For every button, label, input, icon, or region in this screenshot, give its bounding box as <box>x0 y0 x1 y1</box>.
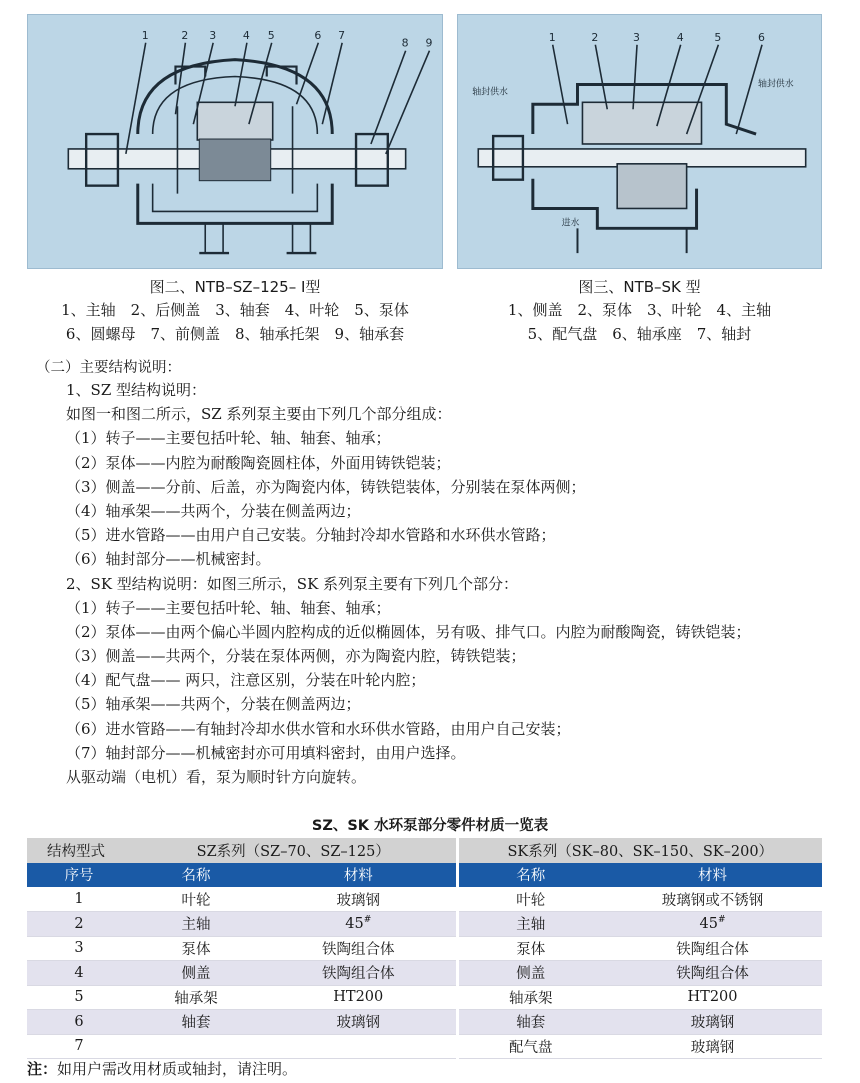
body-line: （6）轴封部分——机械密封。 <box>66 550 271 569</box>
note-label: 注： <box>27 1060 58 1078</box>
table-header-columns <box>27 863 822 888</box>
figure-2-drawing <box>27 14 443 269</box>
cell-sz-name <box>131 1034 261 1059</box>
legend-line: 6、圆螺母 7、前侧盖 8、轴承托架 9、轴承套 <box>65 325 405 343</box>
col-sk-name: 名称 <box>457 863 603 888</box>
cell-sk-name: 叶轮 <box>457 887 603 912</box>
table-row <box>27 887 822 912</box>
col-sz-material: 材料 <box>261 863 457 888</box>
table-row <box>27 912 822 937</box>
col-sk-material: 材料 <box>603 863 822 888</box>
fig3-annotation-bottom: 进水 <box>561 218 580 229</box>
cell-sk-material <box>603 936 822 961</box>
material-superscript: # <box>363 915 372 926</box>
cell-no: 5 <box>27 985 131 1010</box>
cell-sk-material <box>603 887 822 912</box>
fig3-annotation-right: 轴封供水 <box>758 79 794 90</box>
material-text: 铁陶组合体 <box>322 941 395 958</box>
cell-sk-material <box>603 1034 822 1059</box>
material-text: 45 <box>345 916 364 933</box>
material-text: HT200 <box>687 989 738 1006</box>
body-line: （6）进水管路——有轴封冷却水供水管和水环供水管路，由用户自己安装； <box>66 719 571 738</box>
footnote <box>27 1058 297 1079</box>
sk-pump-cross-section <box>458 15 821 268</box>
sz-series-header: SZ系列（SZ–70、SZ–125） <box>131 838 457 863</box>
legend-line: 5、配气盘 6、轴承座 7、轴封 <box>527 325 752 343</box>
sz-pump-cross-section <box>28 15 442 268</box>
fig3-label-4: 4 <box>676 30 684 44</box>
cell-no: 4 <box>27 961 131 986</box>
cell-sk-material <box>603 1010 822 1035</box>
table-title: SZ、SK 水环泵部分零件材质一览表 <box>311 818 549 834</box>
material-text: 铁陶组合体 <box>322 966 395 983</box>
table-row <box>27 1010 822 1035</box>
structure-description <box>36 378 836 789</box>
fig3-label-3: 3 <box>633 30 641 44</box>
col-no: 序号 <box>27 863 131 888</box>
material-text: 玻璃钢 <box>336 892 380 909</box>
material-text: HT200 <box>333 989 384 1006</box>
cell-no: 3 <box>27 936 131 961</box>
fig3-label-1: 1 <box>548 30 556 44</box>
body-line: （3）侧盖——共两个，分装在泵体两侧，亦为陶瓷内腔，铸铁铠装； <box>66 647 526 666</box>
body-line: （4）配气盘—— 两只，注意区别，分装在叶轮内腔； <box>66 671 426 690</box>
fig2-label-9: 9 <box>425 36 433 50</box>
fig3-label-5: 5 <box>714 30 722 44</box>
fig2-label-3: 3 <box>209 28 217 42</box>
cell-sk-name: 主轴 <box>457 912 603 937</box>
figure-3-drawing <box>457 14 822 269</box>
fig2-label-2: 2 <box>181 28 189 42</box>
material-superscript: # <box>717 915 726 926</box>
cell-sk-name: 轴承架 <box>457 985 603 1010</box>
cell-no: 6 <box>27 1010 131 1035</box>
fig2-label-4: 4 <box>242 28 250 42</box>
fig3-label-2: 2 <box>591 30 599 44</box>
cell-sk-name: 配气盘 <box>457 1034 603 1059</box>
table-header-series <box>27 838 822 863</box>
table-row <box>27 1034 822 1059</box>
table-row <box>27 985 822 1010</box>
cell-sz-name: 主轴 <box>131 912 261 937</box>
body-line: （1）转子——主要包括叶轮、轴、轴套、轴承； <box>66 429 391 448</box>
materials-table <box>27 838 822 1059</box>
fig2-label-7: 7 <box>338 28 346 42</box>
cell-sk-material <box>603 985 822 1010</box>
cell-sk-name: 侧盖 <box>457 961 603 986</box>
material-text: 45 <box>699 916 718 933</box>
cell-sz-material <box>261 936 457 961</box>
note-text: 如用户需改用材质或轴封，请注明。 <box>57 1060 298 1078</box>
cell-no: 1 <box>27 887 131 912</box>
body-line: 2、SK 型结构说明：如图三所示，SK 系列泵主要有下列几个部分： <box>66 574 519 593</box>
cell-sz-material <box>261 1010 457 1035</box>
material-text: 玻璃钢 <box>336 1015 380 1032</box>
material-text: 玻璃钢 <box>690 1015 735 1032</box>
figure-2-caption: 图二、NTB–SZ–125– Ⅰ型 <box>149 278 321 296</box>
material-text: 铁陶组合体 <box>676 966 749 983</box>
cell-sz-material <box>261 912 457 937</box>
legend-line: 1、侧盖 2、泵体 3、叶轮 4、主轴 <box>507 301 772 319</box>
fig2-label-5: 5 <box>267 28 275 42</box>
cell-sz-material <box>261 1034 457 1059</box>
cell-sk-material <box>603 912 822 937</box>
body-line: （1）转子——主要包括叶轮、轴、轴套、轴承； <box>66 598 391 617</box>
body-line: 1、SZ 型结构说明： <box>66 381 207 399</box>
fig2-label-6: 6 <box>314 28 322 42</box>
cell-sz-material <box>261 887 457 912</box>
material-text: 铁陶组合体 <box>676 941 749 958</box>
body-line: 如图一和图二所示，SZ 系列泵主要由下列几个部分组成： <box>66 405 452 424</box>
body-line: （2）泵体——由两个偏心半圆内腔构成的近似椭圆体，另有吸、排气口。内腔为耐酸陶瓷，铸铁铠装； <box>66 622 751 641</box>
fig2-label-8: 8 <box>401 36 409 50</box>
cell-no: 7 <box>27 1034 131 1059</box>
section-heading: （二）主要结构说明： <box>36 360 181 376</box>
cell-sz-name: 泵体 <box>131 936 261 961</box>
col-sz-name: 名称 <box>131 863 261 888</box>
fig3-label-6: 6 <box>758 30 766 44</box>
cell-sk-name: 泵体 <box>457 936 603 961</box>
sk-series-header: SK系列（SK–80、SK–150、SK–200） <box>457 838 822 863</box>
body-line: （5）轴承架——共两个，分装在侧盖两边； <box>66 695 361 714</box>
body-line: （4）轴承架——共两个，分装在侧盖两边； <box>66 501 361 520</box>
cell-sk-name: 轴套 <box>457 1010 603 1035</box>
figure-2-legend <box>27 298 443 346</box>
fig2-label-1: 1 <box>141 28 149 42</box>
figure-3-caption: 图三、NTB–SK 型 <box>578 278 701 296</box>
cell-sz-name: 侧盖 <box>131 961 261 986</box>
cell-sz-name: 叶轮 <box>131 887 261 912</box>
cell-sk-material <box>603 961 822 986</box>
body-line: （3）侧盖——分前、后盖，亦为陶瓷内体，铸铁铠装体，分别装在泵体两侧； <box>66 477 586 496</box>
cell-no: 2 <box>27 912 131 937</box>
material-text: 玻璃钢或不锈钢 <box>661 892 764 909</box>
cell-sz-material <box>261 985 457 1010</box>
figure-3-legend <box>457 298 822 346</box>
body-line: （5）进水管路——由用户自己安装。分轴封冷却水管路和水环供水管路； <box>66 526 556 545</box>
legend-line: 1、主轴 2、后侧盖 3、轴套 4、叶轮 5、泵体 <box>61 301 409 319</box>
fig3-annotation-left: 轴封供水 <box>472 87 508 98</box>
material-text: 玻璃钢 <box>690 1039 735 1056</box>
body-line: 从驱动端（电机）看，泵为顺时针方向旋转。 <box>66 768 367 786</box>
body-line: （7）轴封部分——机械密封亦可用填料密封，由用户选择。 <box>66 743 466 762</box>
struct-type-label: 结构型式 <box>27 838 131 863</box>
table-row <box>27 936 822 961</box>
table-row <box>27 961 822 986</box>
body-line: （2）泵体——内腔为耐酸陶瓷圆柱体，外面用铸铁铠装； <box>66 453 451 472</box>
cell-sz-name: 轴套 <box>131 1010 261 1035</box>
cell-sz-name: 轴承架 <box>131 985 261 1010</box>
cell-sz-material <box>261 961 457 986</box>
